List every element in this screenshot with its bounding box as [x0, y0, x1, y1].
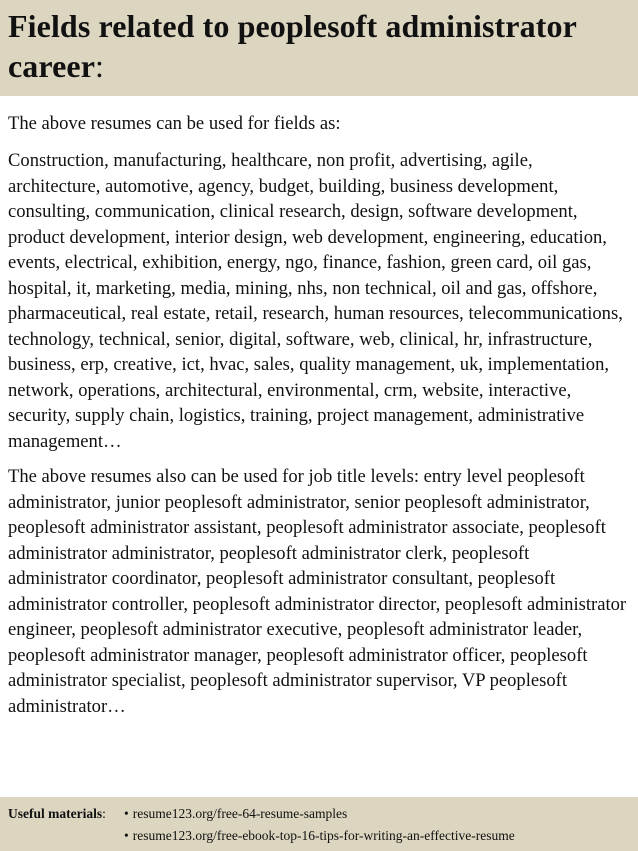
bullet-icon: •: [124, 806, 129, 821]
footer-row-1: [8, 803, 630, 825]
job-levels-paragraph: The above resumes also can be used for job title levels: entry level peoplesoft administrator, junior peoplesoft administrator, senior peoplesoft administrator, peoplesoft administrator assistant, peoplesoft administrator associate, peoplesoft administrator administrator, peoplesoft administrator clerk, peoplesoft administrator coordinator, peoplesoft administrator consultant, peoplesoft administrator controller, peoplesoft administrator director, peoplesoft administrator engineer, peoplesoft administrator executive, peoplesoft administrator leader, peoplesoft administrator manager, peoplesoft administrator officer, peoplesoft administrator specialist, peoplesoft administrator supervisor, VP peoplesoft administrator…: [8, 466, 627, 717]
footer-row-2: [8, 825, 630, 847]
bullet-icon: •: [124, 828, 129, 843]
footer-link-1-text[interactable]: resume123.org/free-64-resume-samples: [132, 806, 348, 821]
footer-link-2[interactable]: [124, 825, 515, 847]
useful-materials-label-colon: :: [102, 806, 106, 821]
page-title-text: Fields related to peoplesoft administrator career: [8, 8, 577, 84]
page-title: [8, 6, 628, 86]
fields-paragraph: Construction, manufacturing, healthcare, non profit, advertising, agile, architecture, automotive, agency, budget, building, business development, consulting, communication, clinical research, design, software development, product development, interior design, web development, engineering, education, events, electrical, exhibition, energy, ngo, finance, fashion, green card, oil gas, hospital, it, marketing, media, mining, nhs, non technical, oil and gas, offshore, pharmaceutical, real estate, retail, research, human resources, telecommunications, technology, technical, senior, digital, software, web, clinical, hr, infrastructure, business, erp, creative, ict, hvac, sales, quality management, uk, implementation, network, operations, architectural, environmental, crm, website, interactive, security, supply chain, logistics, training, project management, administrative management…: [8, 150, 623, 452]
page-title-colon: :: [95, 48, 105, 84]
useful-materials-label: [8, 803, 124, 825]
footer-link-2-text[interactable]: resume123.org/free-ebook-top-16-tips-for-writing-an-effective-resume: [132, 828, 515, 843]
useful-materials-label-text: Useful materials: [8, 806, 103, 821]
intro-text: The above resumes can be used for fields as:: [8, 113, 341, 134]
footer-label-spacer: [8, 825, 124, 847]
footer-link-1[interactable]: [124, 803, 347, 825]
title-bar: [0, 0, 638, 96]
footer-bar: [0, 797, 638, 851]
main-content: [0, 96, 638, 719]
